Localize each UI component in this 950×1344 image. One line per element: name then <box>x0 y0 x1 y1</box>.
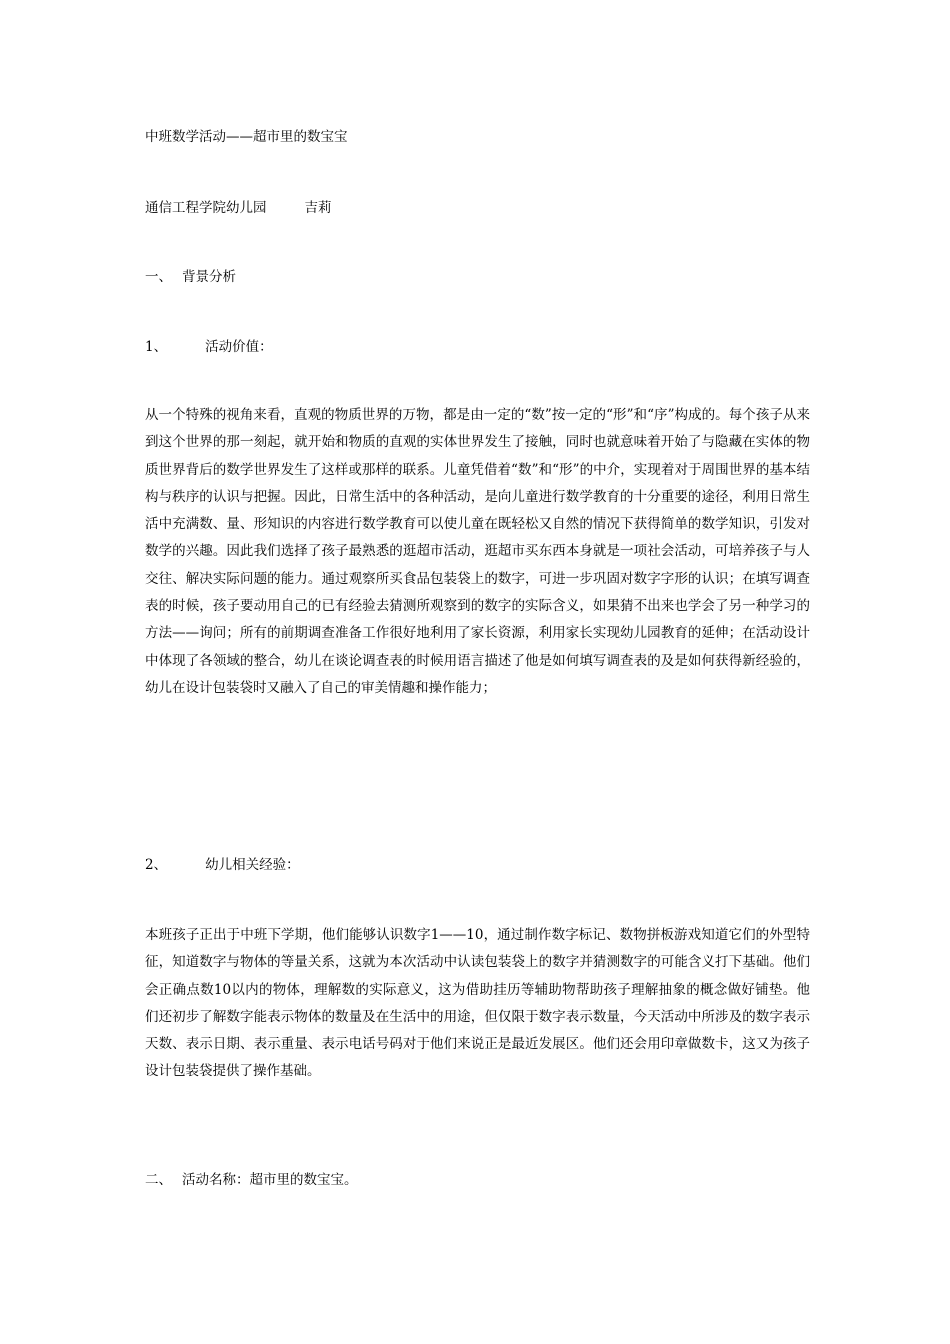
author-org: 通信工程学院幼儿园 <box>145 200 267 216</box>
section-heading-background <box>145 268 236 286</box>
author-name: 吉莉 <box>304 200 332 216</box>
section-title: 背景分析 <box>182 269 236 285</box>
author-line <box>145 199 332 217</box>
section-heading-activity-name <box>145 1171 358 1189</box>
subsection-title: 幼儿相关经验： <box>205 857 300 873</box>
subsection-title: 活动价值： <box>205 339 273 355</box>
subsection-number: 2、 <box>145 857 168 873</box>
section-number: 二、 <box>145 1172 172 1188</box>
paragraph-activity-value: 从一个特殊的视角来看，直观的物质世界的万物，都是由一定的“数”按一定的“形”和“序”构成的。每个孩子从来到这个世界的那一刻起，就开始和物质的直观的实体世界发生了接触，同时也就意味着开始了与隐藏在实体的物质世界背后的数学世界发生了这样或那样的联系。儿童凭借着“数”和“形”的中介，实现着对于周围世界的基本结构与秩序的认识与把握。因此，日常生活中的各种活动，是向儿童进行数学教育的十分重要的途径，利用日常生活中充满数、量、形知识的内容进行数学教育可以使儿童在既轻松又自然的情况下获得简单的数学知识，引发对数学的兴趣。因此我们选择了孩子最熟悉的逛超市活动，逛超市买东西本身就是一项社会活动，可培养孩子与人交往、解决实际问题的能力。通过观察所买食品包装袋上的数字，可进一步巩固对数字字形的认识；在填写调查表的时候，孩子要动用自己的已有经验去猜测所观察到的数字的实际含义，如果猜不出来也学会了另一种学习的方法——询问；所有的前期调查准备工作很好地利用了家长资源，利用家长实现幼儿园教育的延伸；在活动设计中体现了各领域的整合，幼儿在谈论调查表的时候用语言描述了他是如何填写调查表的及是如何获得新经验的，幼儿在设计包装袋时又融入了自己的审美情趣和操作能力； <box>145 407 810 696</box>
document-title: 中班数学活动——超市里的数宝宝 <box>145 129 348 145</box>
paragraph-child-experience: 本班孩子正出于中班下学期，他们能够认识数字1——10，通过制作数字标记、数物拼板游戏知道它们的外型特征，知道数字与物体的等量关系，这就为本次活动中认读包装袋上的数字并猜测数字的可能含义打下基础。他们会正确点数10以内的物体，理解数的实际意义，这为借助挂历等辅助物帮助孩子理解抽象的概念做好铺垫。他们还初步了解数字能表示物体的数量及在生活中的用途，但仅限于数字表示数量，今天活动中所涉及的数字表示天数、表示日期、表示重量、表示电话号码对于他们来说正是最近发展区。他们还会用印章做数卡，这又为孩子设计包装袋提供了操作基础。 <box>145 927 810 1080</box>
subsection-number: 1、 <box>145 339 168 355</box>
section-number: 一、 <box>145 269 172 285</box>
subsection-heading-experience <box>145 856 300 874</box>
subsection-heading-value <box>145 338 273 356</box>
section-title: 活动名称：超市里的数宝宝。 <box>182 1172 358 1188</box>
